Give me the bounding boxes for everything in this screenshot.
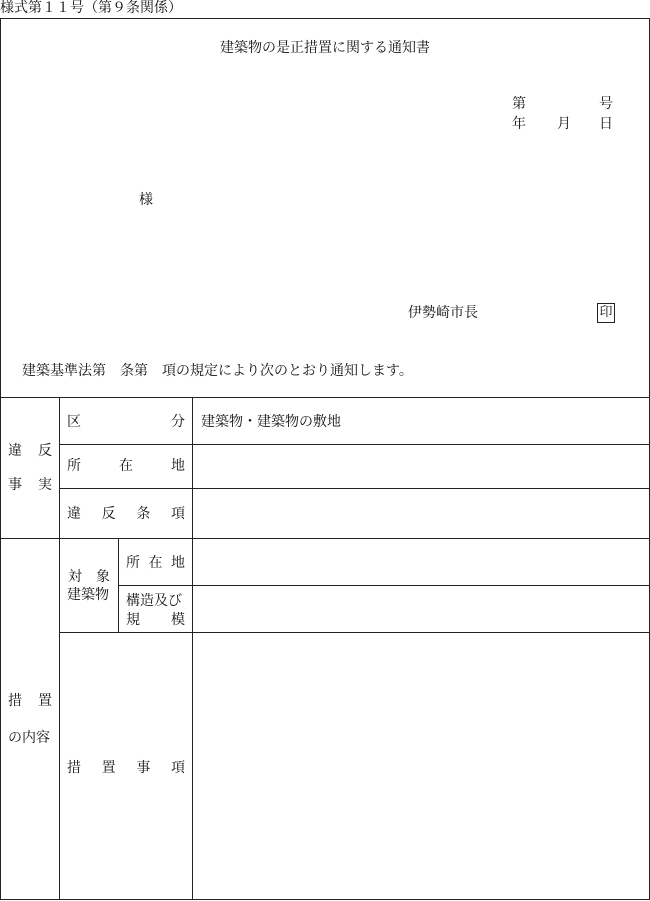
date-month: 月 <box>557 116 571 132</box>
row-label-location: 所 在 地 <box>67 458 185 474</box>
row-value-category: 建築物・建築物の敷地 <box>201 414 341 430</box>
structure-scale-label-line2: 規 模 <box>126 612 185 628</box>
addressee-suffix: 様 <box>139 192 153 208</box>
violation-label-line2: 事 実 <box>8 477 52 493</box>
table-top-line <box>0 397 650 398</box>
measure-items-label: 措 置 事 項 <box>67 760 185 776</box>
target-location-label: 所 在 地 <box>126 555 185 571</box>
frame-bottom <box>0 899 650 900</box>
measures-label-line2: の内容 <box>8 730 50 746</box>
target-building-label-line1: 対 象 <box>68 569 110 585</box>
row-label-category: 区 分 <box>67 414 185 430</box>
column-divider <box>118 538 119 633</box>
date-year: 年 <box>512 116 526 132</box>
structure-scale-label-line1: 構造及び <box>126 593 182 609</box>
measures-label-line1: 措 置 <box>8 693 52 709</box>
issuer: 伊勢崎市長 <box>408 305 478 321</box>
number-prefix: 第 <box>512 96 526 112</box>
statement-text: 建築基準法第 条第 項の規定により次のとおり通知します。 <box>22 363 413 379</box>
row-divider <box>59 632 650 633</box>
number-suffix: 号 <box>599 96 613 112</box>
column-divider <box>192 397 193 900</box>
frame-top <box>0 18 650 19</box>
section-divider <box>0 538 650 539</box>
form-number: 様式第１１号（第９条関係） <box>0 0 182 16</box>
seal-stamp: 印 <box>597 303 615 323</box>
target-building-label-line2: 建築物 <box>67 587 109 603</box>
row-divider <box>59 444 650 445</box>
row-divider <box>118 585 650 586</box>
row-divider <box>59 488 650 489</box>
document-title: 建築物の是正措置に関する通知書 <box>220 40 430 56</box>
frame-left <box>0 18 1 900</box>
violation-label-line1: 違 反 <box>8 443 52 459</box>
date-day: 日 <box>599 116 613 132</box>
row-label-violated-article: 違 反 条 項 <box>67 506 185 522</box>
column-divider <box>59 397 60 900</box>
